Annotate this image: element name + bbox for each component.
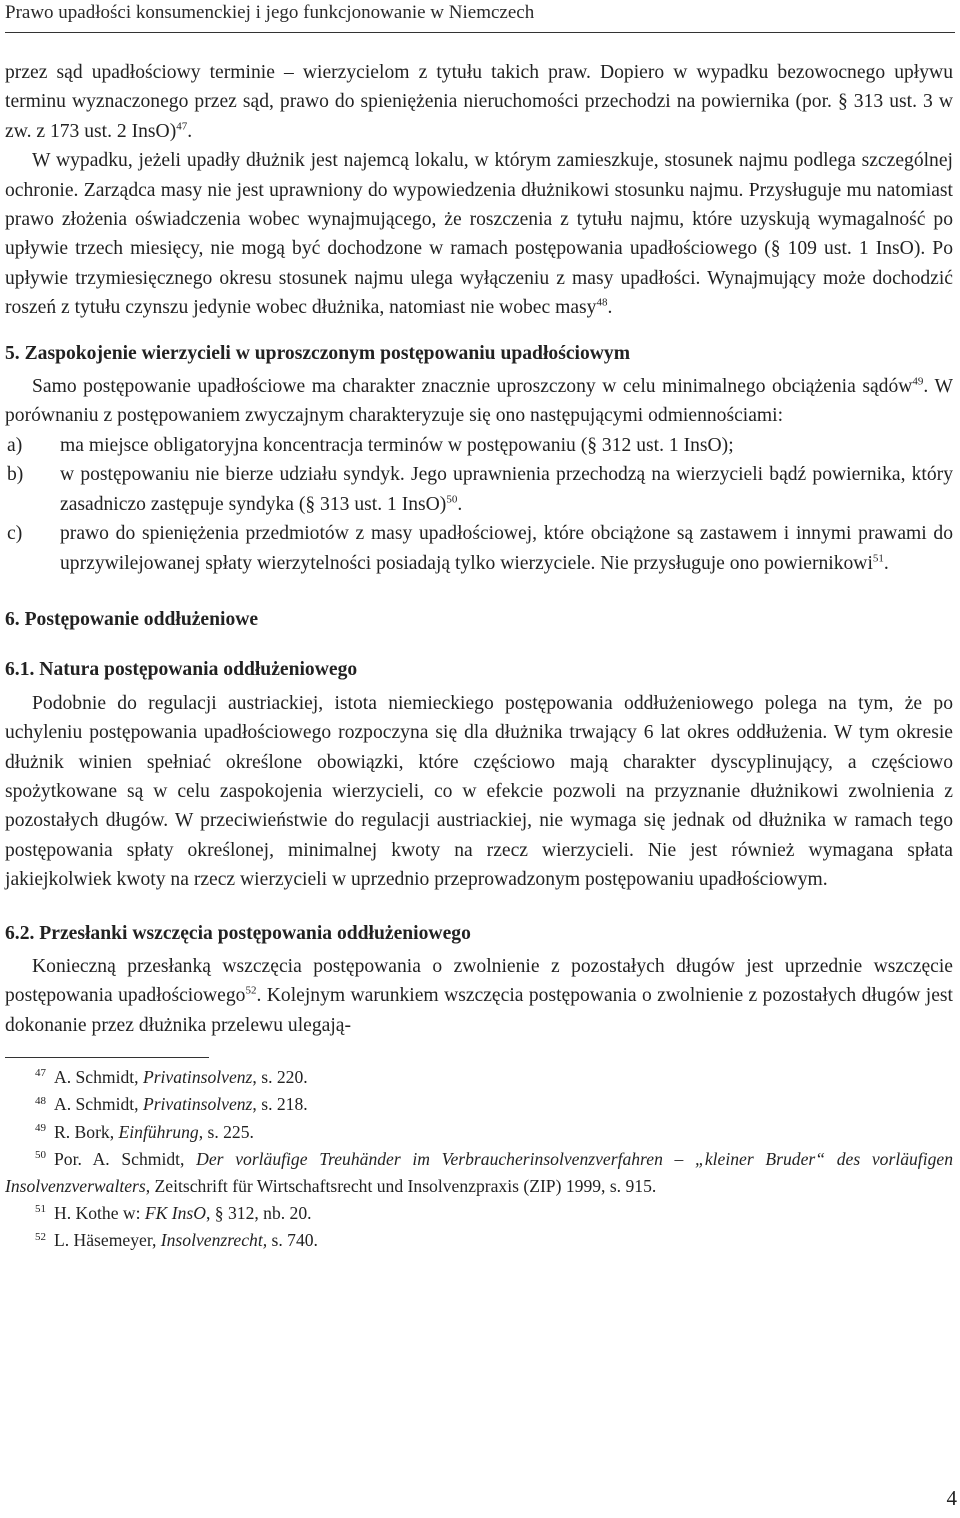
footnote-rule bbox=[5, 1057, 209, 1058]
list-item-text: ma miejsce obligatoryjna koncentracja terminów w postępowaniu (§ 312 ust. 1 InsO); bbox=[60, 434, 734, 456]
footnote-51 bbox=[5, 1200, 953, 1227]
document-page bbox=[5, 0, 953, 1255]
footnote-author: A. Schmidt, bbox=[54, 1094, 143, 1115]
section-5-intro-text: Samo postępowanie upadłościowe ma charakter znacznie uproszczony w celu minimalnego obciążenia sądów bbox=[32, 376, 913, 398]
footnote-number: 47 bbox=[35, 1067, 46, 1080]
list-marker: a) bbox=[7, 434, 23, 456]
footnote-page: , s. 220. bbox=[252, 1067, 308, 1088]
footnote-ref-50: 50 bbox=[446, 493, 458, 506]
paragraph-2-text: W wypadku, jeżeli upadły dłużnik jest najemcą lokalu, w którym zamieszkuje, stosunek najmu podlega szczególnej ochronie. Zarządca masy nie jest uprawniony do wypowiedzenia dłużnikowi stosunku najmu. Przysługuje mu natomiast prawo złożenia oświadczenia wobec wynajmującego, że roszczenia z tytułu najmu, które uzyskują wymagalność po upływie trzech miesięcy, nie mogą być dochodzone w ramach postępowania upadłościowego (§ 109 ust. 1 InsO). Po upływie trzymiesięcznego okresu stosunek najmu ulega wyłączeniu z masy upadłości. Wynajmujący może dochodzić roszeń z tytułu czynszu jedynie wobec dłużnika, natomiast nie wobec masy bbox=[5, 150, 953, 319]
footnote-number: 48 bbox=[35, 1094, 46, 1107]
footnote-ref-47: 47 bbox=[176, 120, 188, 133]
section-6-1-text: Podobnie do regulacji austriackiej, istota niemieckiego postępowania oddłużeniowego polega na tym, że po uchyleniu postępowania upadłościowego rozpoczyna się dla dłużnika trwający 6 lat okres oddłużenia. W tym okresie dłużnik winien spełniać określone obowiązki, które częściowo mają charakter dyscyplinujący, a częściowo spożytkowane są w celu zaspokojenia wierzycieli, co w efekcie pozwoli na przyznanie dłużnikowi zwolnienia z pozostałych długów. W przeciwieństwie do regulacji austriackiej, nie wymaga się jednak od dłużnika w ramach tego postępowania spłaty określonej, minimalnej kwoty na rzecz wierzycieli. Nie jest również wymagana spłata jakiejkolwiek kwoty na rzecz wierzycieli w uprzednio przeprowadzonym postępowaniu upadłościowym. bbox=[5, 692, 953, 891]
footnote-page: s. 740. bbox=[267, 1230, 318, 1251]
footnote-number: 52 bbox=[35, 1230, 46, 1243]
list-item-text: prawo do spieniężenia przedmiotów z masy upadłościowej, które obciążone są zastawem i innymi prawami do uprzywilejowanej spłaty wierzytelności posiadają tylko wierzyciele. Nie przysługuje ono powiernikowi bbox=[60, 523, 953, 574]
running-header: Prawo upadłości konsumenckiej i jego funkcjonowanie w Niemczech bbox=[5, 2, 535, 23]
footnote-ref-52: 52 bbox=[245, 984, 257, 997]
list-item-tail: . bbox=[457, 493, 463, 515]
list-item-b bbox=[5, 460, 953, 519]
footnote-author: Por. A. Schmidt, bbox=[54, 1148, 197, 1169]
footnote-title: Privatinsolvenz bbox=[142, 1067, 253, 1088]
footnote-49 bbox=[5, 1119, 953, 1146]
footnote-ref-48: 48 bbox=[596, 296, 608, 309]
footnote-number: 50 bbox=[35, 1148, 46, 1161]
footnote-title: FK InsO bbox=[144, 1203, 206, 1224]
list-item-text: w postępowaniu nie bierze udziału syndyk. Jego uprawnienia przechodzą na wierzycieli bądź powiernika, który zasadniczo zastępuje syndyka (§ 313 ust. 1 InsO) bbox=[60, 464, 953, 515]
footnote-author: L. Häsemeyer, bbox=[54, 1230, 161, 1251]
section-6-2-text bbox=[5, 952, 953, 1040]
page-number: 4 bbox=[946, 1486, 957, 1510]
footnote-ref-51: 51 bbox=[872, 551, 884, 564]
section-6-2-heading: 6.2. Przesłanki wszczęcia postępowania oddłużeniowego bbox=[5, 922, 471, 944]
footnote-title: Insolvenzrecht, bbox=[160, 1230, 268, 1251]
footnote-author: R. Bork, bbox=[54, 1121, 119, 1142]
footnote-number: 49 bbox=[35, 1121, 46, 1134]
list-item-a bbox=[5, 431, 953, 460]
paragraph-2-tail: . bbox=[607, 297, 613, 319]
section-5-intro-tail: . W porównaniu z postępowaniem zwyczajnym charakteryzuje się ono następującymi odmiennościami: bbox=[5, 376, 953, 427]
list-item-c bbox=[5, 519, 953, 578]
section-6-2-text-a: Konieczną przesłanką wszczęcia postępowania o zwolnienie z pozostałych długów jest uprzednie wszczęcie postępowania upadłościowego bbox=[5, 955, 953, 1007]
footnote-author: A. Schmidt, bbox=[54, 1067, 143, 1088]
paragraph-1 bbox=[5, 58, 953, 146]
paragraph-2 bbox=[5, 146, 953, 322]
footnote-page: , s. 225. bbox=[198, 1121, 254, 1142]
section-5-heading: 5. Zaspokojenie wierzycieli w uproszczonym postępowaniu upadłościowym bbox=[5, 342, 631, 364]
footnote-title: Privatinsolvenz bbox=[142, 1094, 253, 1115]
list-marker: c) bbox=[7, 523, 23, 545]
footnote-title: Einführung bbox=[118, 1121, 199, 1142]
footnote-author: H. Kothe w: bbox=[54, 1203, 145, 1224]
footnote-48 bbox=[5, 1091, 953, 1118]
section-6-2-text-b: . Kolejnym warunkiem wszczęcia postępowania o zwolnienie z pozostałych długów jest dokonanie przez dłużnika przelewu ulegają- bbox=[5, 985, 954, 1036]
footnote-50 bbox=[5, 1146, 953, 1200]
section-6-1-heading: 6.1. Natura postępowania oddłużeniowego bbox=[5, 659, 358, 681]
list-item-tail: . bbox=[883, 552, 889, 574]
paragraph-1-tail: . bbox=[187, 120, 193, 142]
footnote-page: , Zeitschrift für Wirtschaftsrecht und Insolvenzpraxis (ZIP) 1999, s. 915. bbox=[145, 1176, 657, 1196]
footnote-title: Der vorläufige Treuhänder im Verbraucherinsolvenzverfahren – „kleiner Bruder“ des vorläufigen Insolvenzverwalters bbox=[5, 1148, 953, 1196]
paragraph-1-text: przez sąd upadłościowy terminie – wierzycielom z tytułu takich praw. Dopiero w wypadku bezowocnego upływu terminu wyznaczonego przez sąd, prawo do spieniężenia nieruchomości przechodzi na powiernika (por. § 313 ust. 3 w zw. z 173 ust. 2 InsO) bbox=[5, 62, 953, 142]
footnote-47 bbox=[5, 1064, 953, 1091]
footnote-page: , § 312, nb. 20. bbox=[205, 1203, 312, 1224]
footnote-number: 51 bbox=[35, 1203, 46, 1216]
footnote-52 bbox=[5, 1227, 953, 1254]
header-rule bbox=[5, 32, 955, 33]
footnote-page: , s. 218. bbox=[252, 1094, 308, 1115]
footnote-ref-49: 49 bbox=[912, 375, 924, 388]
list-marker: b) bbox=[7, 464, 24, 486]
section-5-intro bbox=[5, 372, 953, 431]
section-6-heading: 6. Postępowanie oddłużeniowe bbox=[5, 608, 259, 630]
